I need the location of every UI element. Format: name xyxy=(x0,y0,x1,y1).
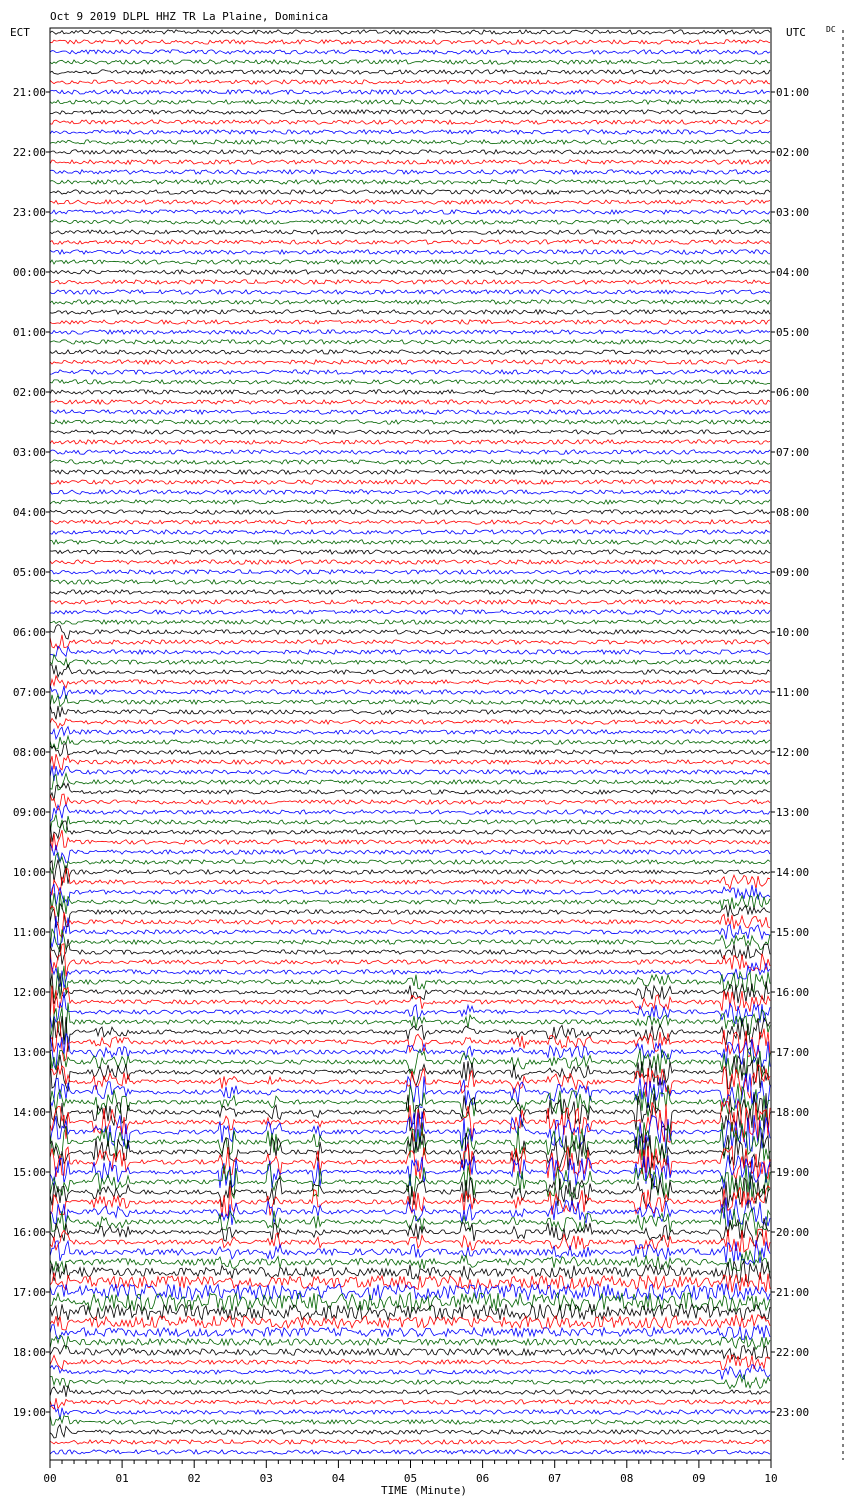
seismic-trace xyxy=(50,100,770,104)
seismic-trace xyxy=(50,646,770,656)
seismic-trace xyxy=(50,1450,770,1454)
left-hour-label: 16:00 xyxy=(12,1226,46,1239)
seismic-trace xyxy=(50,230,770,234)
seismic-trace xyxy=(50,220,770,224)
seismic-trace xyxy=(50,625,770,639)
seismic-trace xyxy=(50,766,770,781)
left-hour-label: 02:00 xyxy=(12,386,46,399)
right-hour-label: 21:00 xyxy=(776,1286,810,1299)
seismic-trace xyxy=(50,655,770,668)
seismic-trace xyxy=(50,170,770,174)
left-hour-label: 00:00 xyxy=(12,266,46,279)
seismic-trace xyxy=(50,590,770,594)
seismic-trace xyxy=(50,1375,770,1389)
seismic-trace xyxy=(50,30,770,34)
right-hour-label: 02:00 xyxy=(776,146,810,159)
seismic-trace xyxy=(50,270,770,274)
seismic-trace xyxy=(50,635,770,649)
right-hour-label: 13:00 xyxy=(776,806,810,819)
seismic-trace xyxy=(50,130,770,134)
seismic-trace xyxy=(50,400,770,404)
seismic-trace xyxy=(50,300,770,304)
seismic-trace xyxy=(50,570,770,574)
x-tick-label: 02 xyxy=(187,1472,201,1485)
left-hour-label: 17:00 xyxy=(12,1286,46,1299)
seismic-trace xyxy=(50,1405,770,1419)
seismic-trace xyxy=(50,1346,770,1360)
seismic-trace xyxy=(50,1425,770,1438)
seismic-trace xyxy=(50,1440,770,1444)
right-hour-label: 17:00 xyxy=(776,1046,810,1059)
seismic-trace xyxy=(50,705,770,720)
seismic-trace xyxy=(50,600,770,604)
seismic-trace xyxy=(50,240,770,244)
seismic-trace xyxy=(50,250,770,254)
seismic-trace xyxy=(50,814,770,833)
seismic-trace xyxy=(50,530,770,534)
seismic-trace xyxy=(50,440,770,444)
seismic-trace xyxy=(50,794,770,810)
seismic-trace xyxy=(50,80,770,84)
seismic-trace xyxy=(50,160,770,164)
seismic-trace xyxy=(50,90,770,94)
x-tick-label: 03 xyxy=(259,1472,273,1485)
right-hour-label: 09:00 xyxy=(776,566,810,579)
right-hour-label: 15:00 xyxy=(776,926,810,939)
seismic-trace xyxy=(50,1335,770,1349)
seismic-trace xyxy=(50,540,770,544)
left-hour-label: 21:00 xyxy=(12,86,46,99)
x-tick-label: 06 xyxy=(475,1472,490,1485)
seismic-trace xyxy=(50,150,770,154)
seismic-trace xyxy=(50,916,770,947)
seismic-trace xyxy=(50,140,770,144)
right-hour-label: 14:00 xyxy=(776,866,810,879)
seismic-trace xyxy=(50,180,770,184)
seismic-trace xyxy=(50,480,770,484)
dc-label: DC xyxy=(826,25,836,34)
right-hour-axis xyxy=(771,86,809,1419)
trace-group xyxy=(50,30,770,1454)
seismic-trace xyxy=(50,290,770,294)
right-hour-label: 22:00 xyxy=(776,1346,810,1359)
seismic-trace xyxy=(50,1093,770,1132)
left-hour-label: 05:00 xyxy=(12,566,46,579)
seismic-trace xyxy=(50,110,770,114)
x-tick-label: 01 xyxy=(115,1472,129,1485)
seismic-trace xyxy=(50,676,770,689)
right-hour-label: 07:00 xyxy=(776,446,810,459)
left-hour-label: 18:00 xyxy=(12,1346,46,1359)
seismic-trace xyxy=(50,210,770,214)
x-tick-label: 10 xyxy=(764,1472,778,1485)
right-hour-label: 12:00 xyxy=(776,746,810,759)
seismic-trace xyxy=(50,500,770,504)
right-hour-label: 16:00 xyxy=(776,986,810,999)
left-hour-label: 07:00 xyxy=(12,686,46,699)
seismic-trace xyxy=(50,350,770,354)
right-hour-label: 11:00 xyxy=(776,686,810,699)
seismic-trace xyxy=(50,410,770,414)
seismic-trace xyxy=(50,340,770,344)
left-hour-label: 13:00 xyxy=(12,1046,46,1059)
seismic-trace xyxy=(50,620,770,624)
seismic-trace xyxy=(50,390,770,394)
right-hour-label: 05:00 xyxy=(776,326,810,339)
x-tick-label: 08 xyxy=(620,1472,634,1485)
seismic-trace xyxy=(50,695,770,707)
seismic-trace xyxy=(50,665,770,677)
left-hour-label: 10:00 xyxy=(12,866,46,879)
right-hour-label: 04:00 xyxy=(776,266,810,279)
right-hour-label: 06:00 xyxy=(776,386,810,399)
seismic-trace xyxy=(50,744,770,756)
seismic-trace xyxy=(50,490,770,494)
right-hour-label: 08:00 xyxy=(776,506,810,519)
seismic-trace xyxy=(50,260,770,264)
left-hour-label: 22:00 xyxy=(12,146,46,159)
seismic-trace xyxy=(50,280,770,284)
seismic-trace xyxy=(50,60,770,64)
x-tick-label: 07 xyxy=(548,1472,562,1485)
chart-title: Oct 9 2019 DLPL HHZ TR La Plaine, Dominica xyxy=(50,10,329,23)
seismic-trace xyxy=(50,843,770,862)
left-hour-label: 15:00 xyxy=(12,1166,46,1179)
right-hour-label: 10:00 xyxy=(776,626,810,639)
seismic-trace xyxy=(50,70,770,74)
seismic-trace xyxy=(50,330,770,334)
seismic-trace xyxy=(50,190,770,194)
x-axis-label: TIME (Minute) xyxy=(380,1484,468,1497)
seismic-trace xyxy=(50,420,770,424)
seismic-trace xyxy=(50,580,770,584)
seismic-trace xyxy=(50,1398,770,1409)
left-hour-axis xyxy=(13,86,50,1419)
left-hour-label: 23:00 xyxy=(12,206,46,219)
left-hour-label: 01:00 xyxy=(12,326,46,339)
seismic-trace xyxy=(50,550,770,554)
left-timezone-label: ECT xyxy=(10,26,30,39)
seismic-trace xyxy=(50,736,770,749)
x-tick-label: 04 xyxy=(331,1472,346,1485)
seismic-trace xyxy=(50,1083,770,1120)
seismic-trace xyxy=(50,1218,770,1246)
seismic-trace xyxy=(50,560,770,564)
x-axis xyxy=(43,1460,777,1485)
seismic-trace xyxy=(50,320,770,324)
left-hour-label: 03:00 xyxy=(12,446,46,459)
seismic-trace xyxy=(50,610,770,614)
seismic-trace xyxy=(50,460,770,464)
x-tick-label: 09 xyxy=(692,1472,706,1485)
seismic-trace xyxy=(50,120,770,124)
seismic-trace xyxy=(50,370,770,374)
left-hour-label: 06:00 xyxy=(12,626,46,639)
seismic-trace xyxy=(50,200,770,204)
x-tick-label: 00 xyxy=(43,1472,57,1485)
right-hour-label: 23:00 xyxy=(776,1406,810,1419)
seismic-trace xyxy=(50,50,770,54)
left-hour-label: 08:00 xyxy=(12,746,46,759)
seismic-trace xyxy=(50,805,770,822)
seismic-trace xyxy=(50,718,770,728)
seismic-trace xyxy=(50,992,770,1029)
right-hour-label: 18:00 xyxy=(776,1106,810,1119)
right-hour-label: 01:00 xyxy=(776,86,810,99)
seismic-trace xyxy=(50,470,770,474)
seismic-trace xyxy=(50,1325,770,1340)
seismic-trace xyxy=(50,310,770,314)
right-hour-label: 20:00 xyxy=(776,1226,810,1239)
seismic-trace xyxy=(50,360,770,364)
seismic-trace xyxy=(50,1003,770,1042)
right-timezone-label: UTC xyxy=(786,26,806,39)
seismic-trace xyxy=(50,40,770,44)
seismic-trace xyxy=(50,430,770,434)
right-hour-label: 19:00 xyxy=(776,1166,810,1179)
seismic-trace xyxy=(50,510,770,514)
seismic-trace xyxy=(50,1355,770,1370)
left-hour-label: 19:00 xyxy=(12,1406,46,1419)
seismic-trace xyxy=(50,1261,770,1283)
seismic-trace xyxy=(50,773,770,790)
seismic-trace xyxy=(50,1365,770,1380)
plot-frame xyxy=(50,28,771,1460)
left-hour-label: 14:00 xyxy=(12,1106,46,1119)
seismic-trace xyxy=(50,1385,770,1397)
seismic-trace xyxy=(50,727,770,739)
seismic-trace xyxy=(50,783,770,800)
left-hour-label: 04:00 xyxy=(12,506,46,519)
seismic-trace xyxy=(50,1415,770,1425)
left-hour-label: 12:00 xyxy=(12,986,46,999)
seismic-trace xyxy=(50,685,770,699)
seismic-trace xyxy=(50,380,770,384)
seismic-trace xyxy=(50,1283,770,1300)
seismic-trace xyxy=(50,450,770,454)
seismic-trace xyxy=(50,520,770,524)
left-hour-label: 09:00 xyxy=(12,806,46,819)
left-hour-label: 11:00 xyxy=(12,926,46,939)
seismic-trace xyxy=(50,1293,770,1312)
seismic-trace xyxy=(50,1074,770,1109)
x-tick-label: 05 xyxy=(403,1472,418,1485)
seismic-trace xyxy=(50,754,770,770)
seismic-trace xyxy=(50,1304,770,1320)
right-hour-label: 03:00 xyxy=(776,206,810,219)
